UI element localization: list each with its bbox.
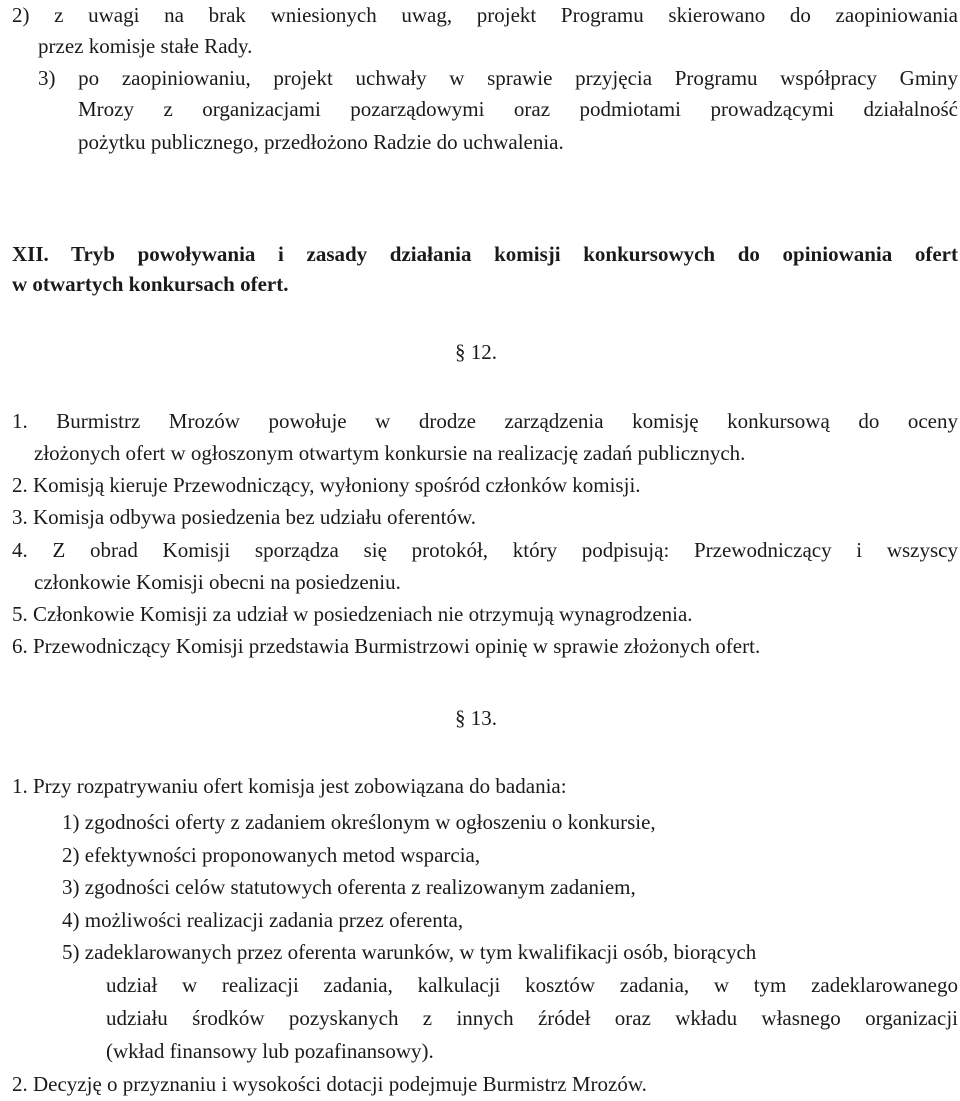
paragraph-12-point-1-line-1: 1. Burmistrz Mrozów powołuje w drodze zarządzenia komisję konkursową do oceny [12,409,958,433]
paragraph-13-item-3: 3) zgodności celów statutowych oferenta z realizowanym zadaniem, [62,875,636,899]
intro-item-3-line-3: pożytku publicznego, przedłożono Radzie do uchwalenia. [78,130,564,154]
paragraph-13-item-5-line-3: udziału środków pozyskanych z innych źródeł oraz wkładu własnego organizacji [106,1006,958,1030]
paragraph-12-point-6: 6. Przewodniczący Komisji przedstawia Burmistrzowi opinię w sprawie złożonych ofert. [12,634,761,658]
paragraph-12-point-5: 5. Członkowie Komisji za udział w posiedzeniach nie otrzymują wynagrodzenia. [12,602,693,626]
paragraph-13-point-1: 1. Przy rozpatrywaniu ofert komisja jest zobowiązana do badania: [12,774,567,798]
intro-item-3-line-2: Mrozy z organizacjami pozarządowymi oraz podmiotami prowadzącymi działalność [78,97,958,121]
paragraph-12-point-4-line-2: członkowie Komisji obecni na posiedzeniu. [34,570,401,594]
paragraph-13-item-5-line-1: 5) zadeklarowanych przez oferenta warunków, w tym kwalifikacji osób, biorących [62,940,757,964]
paragraph-13-item-2: 2) efektywności proponowanych metod wsparcia, [62,843,481,867]
paragraph-13-heading: § 13. [455,706,497,730]
paragraph-12-point-3: 3. Komisja odbywa posiedzenia bez udziału oferentów. [12,505,476,529]
intro-item-2-line-1: 2) z uwagi na brak wniesionych uwag, projekt Programu skierowano do zaopiniowania [12,3,958,27]
paragraph-12-point-1-line-2: złożonych ofert w ogłoszonym otwartym konkursie na realizację zadań publicznych. [34,441,746,465]
paragraph-12-point-4-line-1: 4. Z obrad Komisji sporządza się protokół, który podpisują: Przewodniczący i wszyscy [12,538,958,562]
paragraph-13-item-5-line-4: (wkład finansowy lub pozafinansowy). [106,1039,434,1063]
section-title-line-1: XII. Tryb powoływania i zasady działania komisji konkursowych do opiniowania ofert [12,242,958,266]
paragraph-12-point-2: 2. Komisją kieruje Przewodniczący, wyłoniony spośród członków komisji. [12,473,641,497]
intro-item-3-line-1: 3) po zaopiniowaniu, projekt uchwały w sprawie przyjęcia Programu współpracy Gminy [38,66,958,90]
paragraph-13-item-5-line-2: udział w realizacji zadania, kalkulacji kosztów zadania, w tym zadeklarowanego [106,973,958,997]
paragraph-13-item-4: 4) możliwości realizacji zadania przez oferenta, [62,908,464,932]
intro-item-2-line-2: przez komisje stałe Rady. [38,34,253,58]
section-title-line-2: w otwartych konkursach ofert. [12,272,289,296]
paragraph-12-heading: § 12. [455,340,497,364]
paragraph-13-item-1: 1) zgodności oferty z zadaniem określonym w ogłoszeniu o konkursie, [62,810,656,834]
paragraph-13-point-2: 2. Decyzję o przyznaniu i wysokości dotacji podejmuje Burmistrz Mrozów. [12,1072,647,1096]
